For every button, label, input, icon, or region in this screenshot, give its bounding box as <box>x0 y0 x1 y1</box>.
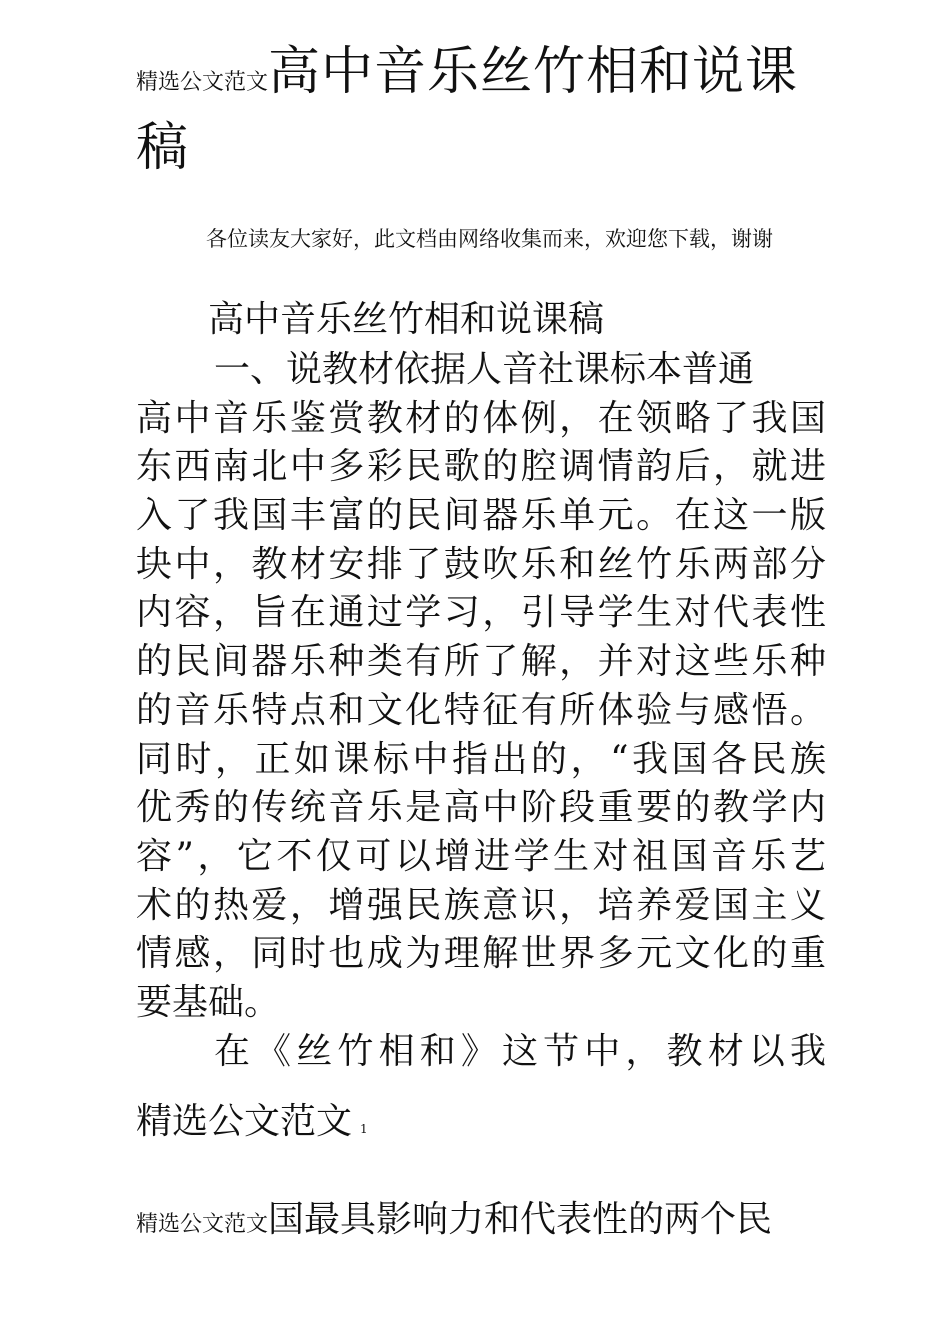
body-line: 在《丝竹相和》这节中，教材以我 <box>214 1030 826 1072</box>
greeting-text: 各位读友大家好，此文档由网络收集而来，欢迎您下载，谢谢 <box>206 227 773 251</box>
body-line: 的民间器乐种类有所了解，并对这些乐种 <box>136 641 826 683</box>
body-line: 块中，教材安排了鼓吹乐和丝竹乐两部分 <box>136 543 826 585</box>
body-line: 内容，旨在通过学习，引导学生对代表性 <box>136 592 826 634</box>
body-line: 优秀的传统音乐是高中阶段重要的教学内 <box>136 787 826 829</box>
body-line: 术的热爱，增强民族意识，培养爱国主义 <box>136 884 826 926</box>
document-title: 高中音乐丝竹相和说课稿 <box>208 299 605 340</box>
next-page-header <box>136 1196 836 1250</box>
body-line: 容”，它不仅可以增进学生对祖国音乐艺 <box>136 835 826 877</box>
body-text <box>136 346 826 1076</box>
body-line: 高中音乐鉴赏教材的体例，在领略了我国 <box>136 397 826 439</box>
body-line: 同时，正如课标中指出的，“我国各民族 <box>136 738 826 780</box>
next-page-text: 国最具影响力和代表性的两个民 <box>268 1199 773 1240</box>
footer-label: 精选公文范文 <box>136 1101 353 1142</box>
header-title: 高中音乐丝竹相和说课稿 <box>136 42 799 178</box>
body-line: 情感，同时也成为理解世界多元文化的重 <box>136 933 826 975</box>
body-line: 入了我国丰富的民间器乐单元。在这一版 <box>136 495 826 537</box>
page-footer <box>136 1098 368 1153</box>
body-line: 的音乐特点和文化特征有所体验与感悟。 <box>136 689 826 731</box>
header-label: 精选公文范文 <box>136 70 269 95</box>
page-header <box>136 40 836 192</box>
next-page-label: 精选公文范文 <box>136 1212 269 1237</box>
page-number: 1 <box>360 1122 368 1136</box>
body-line: 东西南北中多彩民歌的腔调情韵后，就进 <box>136 446 826 488</box>
body-line: 一、说教材依据人音社课标本普通 <box>214 349 755 390</box>
body-line: 要基础。 <box>136 981 281 1023</box>
